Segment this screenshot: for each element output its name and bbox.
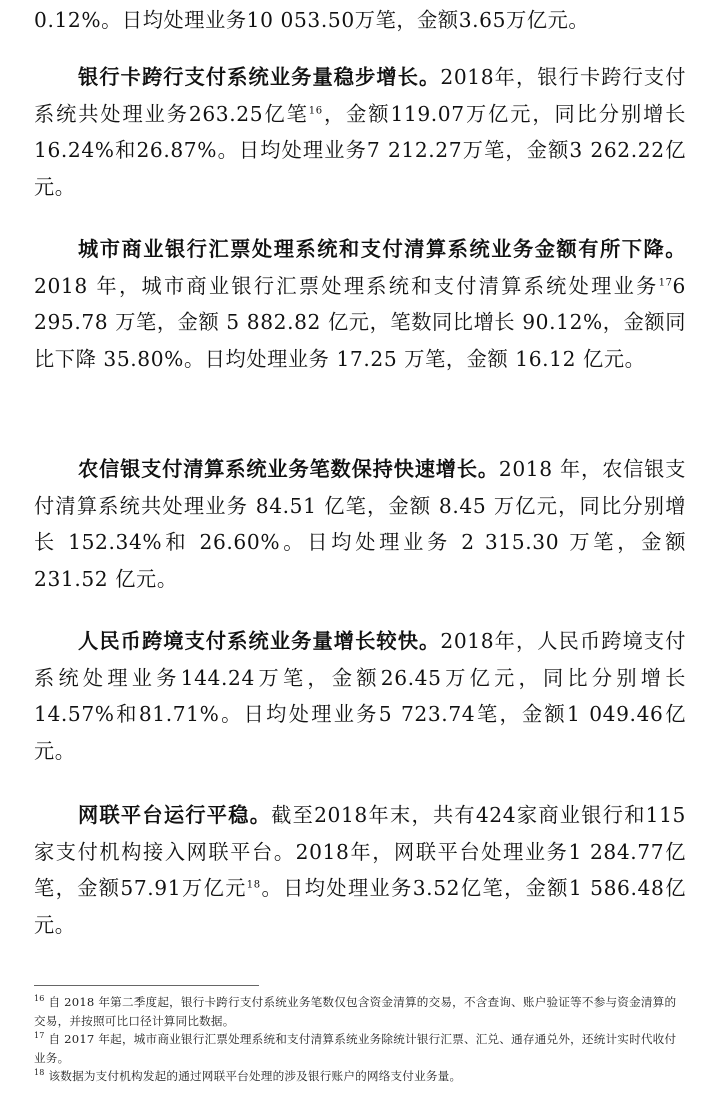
footnote-mark: 18 xyxy=(34,1068,45,1078)
footnote-mark: 17 xyxy=(34,1031,45,1041)
paragraph-city-commercial-bank xyxy=(34,231,686,377)
footnote-ref-16[interactable]: 16 xyxy=(308,104,323,116)
footnote-ref-18[interactable]: 18 xyxy=(246,879,261,891)
paragraph-body: 0.12%。日均处理业务10 053.50万笔，金额3.65万亿元。 xyxy=(34,8,590,32)
footnote-ref-17[interactable]: 17 xyxy=(658,276,673,288)
paragraph-lead: 城市商业银行汇票处理系统和支付清算系统业务金额有所下降。 xyxy=(78,237,686,261)
paragraph-netsunion xyxy=(34,797,686,943)
footnote-divider xyxy=(34,985,259,986)
paragraph-lead: 网联平台运行平稳。 xyxy=(78,803,272,827)
footnote-text: 该数据为支付机构发起的通过网联平台处理的涉及银行账户的网络支付业务量。 xyxy=(48,1069,462,1083)
paragraph-body: 2018年，银行卡跨行支付系统共处理业务263.25亿笔 xyxy=(34,65,686,126)
paragraph-bankcard-interbank xyxy=(34,59,686,205)
footnote-18 xyxy=(34,1067,686,1086)
paragraph-lead: 农信银支付清算系统业务笔数保持快速增长。 xyxy=(78,457,499,481)
footnote-text: 自 2017 年起，城市商业银行汇票处理系统和支付清算系统业务除统计银行汇票、汇兑、通存通兑外，还统计实时代收付业务。 xyxy=(34,1032,677,1065)
footnote-16 xyxy=(34,993,686,1030)
footnote-text: 自 2018 年第二季度起，银行卡跨行支付系统业务笔数仅包含资金清算的交易，不含查询、账户验证等不参与资金清算的交易，并按照可比口径计算同比数据。 xyxy=(34,995,677,1028)
paragraph-lead: 银行卡跨行支付系统业务量稳步增长。 xyxy=(78,65,441,89)
paragraph-clearing-continued xyxy=(34,2,686,39)
footnote-17 xyxy=(34,1030,686,1067)
paragraph-body: 2018 年，农信银支付清算系统共处理业务 84.51 亿笔，金额 8.45 万亿元，同比分别增长 152.34%和 26.60%。日均处理业务 2 315.30 万笔，金额 231.52 亿元。 xyxy=(34,457,686,591)
paragraph-body-continued: 。日均处理业务3.52亿笔，金额1 586.48亿元。 xyxy=(34,876,686,937)
paragraph-rural-credit xyxy=(34,451,686,597)
paragraph-body: 截至2018年末，共有424家商业银行和115家支付机构接入网联平台。2018年，网联平台处理业务1 284.77亿笔，金额57.91万亿元 xyxy=(34,803,686,901)
paragraph-cips xyxy=(34,623,686,769)
paragraph-body: 2018年，人民币跨境支付系统处理业务144.24万笔，金额26.45万亿元，同比分别增长14.57%和81.71%。日均处理业务5 723.74笔，金额1 049.46亿元。 xyxy=(34,629,686,763)
paragraph-lead: 人民币跨境支付系统业务量增长较快。 xyxy=(78,629,441,653)
paragraph-body-continued: ，金额119.07万亿元，同比分别增长16.24%和26.87%。日均处理业务7 212.27万笔，金额3 262.22亿元。 xyxy=(34,101,686,199)
footnote-mark: 16 xyxy=(34,994,45,1004)
paragraph-body: 2018 年，城市商业银行汇票处理系统和支付清算系统处理业务 xyxy=(34,273,659,298)
paragraph-body-continued: 6 295.78 万笔，金额 5 882.82 亿元，笔数同比增长 90.12%，金额同比下降 35.80%。日均处理业务 17.25 万笔，金额 16.12 亿元。 xyxy=(34,273,686,371)
